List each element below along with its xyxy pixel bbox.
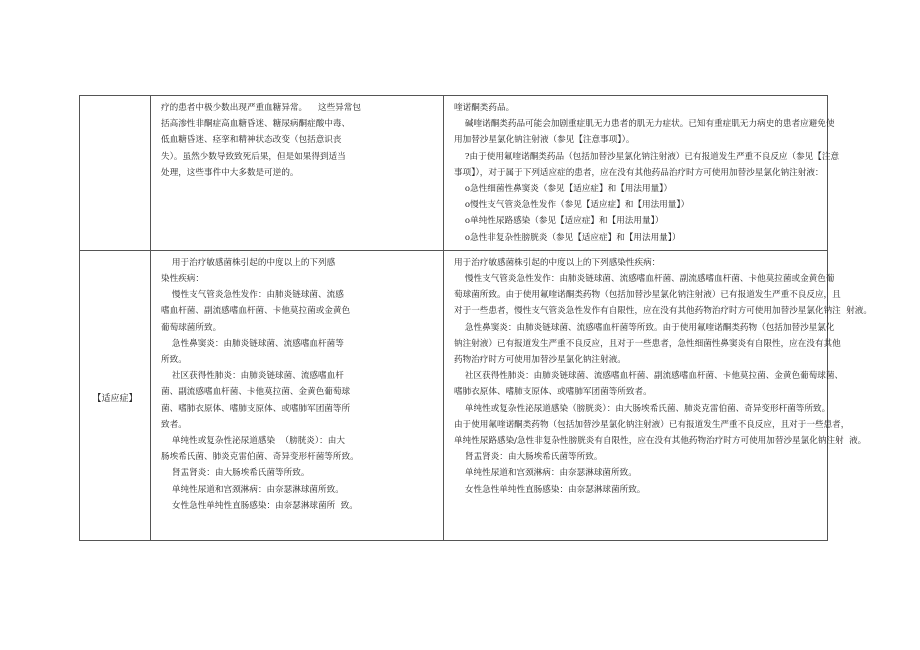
text-line: 萄球菌所致。由于使用氟喹诺酮类药物（包括加替沙星氯化钠注射液）已有报道发生严重不良反应，且 bbox=[454, 290, 841, 301]
text-line: 括高渗性非酮症高血糖昏迷、糖尿病酮症酸中毒、 bbox=[161, 119, 351, 130]
text-line: 用于治疗敏感菌株引起的中度以上的下列感 bbox=[161, 257, 336, 268]
text-line: 菌、嗜肺衣原体、嗜肺支原体、或嗜肺军团菌等所 bbox=[161, 403, 351, 414]
text-line: 染性疾病： bbox=[161, 274, 204, 285]
text-line: 肾盂肾炎：由大肠埃希氏菌等所致。 bbox=[454, 452, 603, 463]
text-line: 社区获得性肺炎：由肺炎链球菌、流感嗜血杆菌、副流感嗜血杆菌、卡他莫拉菌、金黄色葡萄球菌、 bbox=[454, 371, 844, 382]
new-text bbox=[444, 251, 872, 502]
old-text bbox=[151, 251, 443, 518]
text-line: 喹诺酮类药品。 bbox=[454, 103, 515, 113]
text-line: 钠注射液）已有报道发生严重不良反应，且对于一些患者，急性细菌性鼻窦炎有自限性，应在没有其他 bbox=[454, 338, 841, 349]
old-text-cell bbox=[151, 250, 444, 540]
text-line: 急性鼻窦炎：由肺炎链球菌、流感嗜血杆菌等 bbox=[161, 338, 344, 349]
new-text-cell bbox=[444, 250, 872, 540]
text-line: 失）。虽然少数导致致死后果，但是如果得到适当 bbox=[161, 151, 346, 162]
text-line: 单纯性尿路感染/急性非复杂性膀胱炎有自限性，应在没有其他药物治疗时方可使用加替沙星氯化钠注射 液。 bbox=[454, 436, 867, 447]
text-line: 葡萄球菌所致。 bbox=[161, 322, 222, 333]
text-line: o急性细菌性鼻窦炎（参见【适应症】和【用法用量】） bbox=[454, 184, 673, 195]
text-line: 碱喹诺酮类药品可能会加剧重症肌无力患者的肌无力症状。已知有重症肌无力病史的患者应避免使 bbox=[454, 119, 835, 130]
comparison-table bbox=[79, 95, 872, 541]
text-line: 社区获得性肺炎：由肺炎链球菌、流感嗜血杆 bbox=[161, 371, 344, 382]
text-line: 嗜血杆菌、副流感嗜血杆菌、卡他莫拉菌或金黄色 bbox=[161, 306, 351, 317]
text-line: 女性急性单纯性直肠感染：由奈瑟淋球菌所致。 bbox=[454, 484, 646, 495]
table-row bbox=[80, 96, 828, 251]
text-line: 由于使用氟喹诺酮类药物（包括加替沙星氯化钠注射液）已有报道发生严重不良反应，且对于一些患者， bbox=[454, 419, 850, 430]
text-line: 慢性支气管炎急性发作：由肺炎链球菌、流感 bbox=[161, 290, 344, 301]
old-text bbox=[151, 96, 443, 185]
new-text bbox=[444, 96, 840, 250]
text-line: 单纯性尿道和宫颈淋病：由奈瑟淋球菌所致。 bbox=[454, 468, 637, 479]
text-line: 处理，这些事件中大多数是可逆的。 bbox=[161, 167, 299, 178]
text-line: o单纯性尿路感染（参见【适应症】和【用法用量】） bbox=[454, 216, 664, 227]
row-label-cell bbox=[80, 250, 151, 540]
text-line: 对于一些患者，慢性支气管炎急性发作有自限性，应在没有其他药物治疗时方可使用加替沙星氯化钠注 射液。 bbox=[454, 306, 872, 317]
old-text-cell bbox=[151, 96, 444, 251]
table-row bbox=[80, 250, 828, 540]
text-line: 菌、副流感嗜血杆菌、卡他莫拉菌、金黄色葡萄球 bbox=[161, 387, 351, 398]
text-line: 疗的患者中极少数出现严重血糖异常。 这些异常包 bbox=[161, 103, 361, 113]
text-line: 急性鼻窦炎：由肺炎链球菌、流感嗜血杆菌等所致。由于使用氟喹诺酮类药物（包括加替沙星氯化 bbox=[454, 322, 835, 333]
text-line: 用于治疗敏感菌株引起的中度以上的下列感染性疾病： bbox=[454, 257, 661, 268]
text-line: 用加替沙星氯化钠注射液（参见【注意事项】）。 bbox=[454, 135, 635, 146]
text-line: 慢性支气管炎急性发作：由肺炎链球菌、流感嗜血杆菌、副流感嗜血杆菌、卡他莫拉菌或金黄色葡 bbox=[454, 274, 835, 285]
text-line: 女性急性单纯性直肠感染：由奈瑟淋球菌所 致。 bbox=[161, 500, 358, 511]
text-line: o急性非复杂性膀胱炎（参见【适应症】和【用法用量】） bbox=[454, 232, 681, 243]
text-line: o慢性支气管炎急性发作（参见【适应症】和【用法用量】） bbox=[454, 200, 690, 211]
text-line: 致者。 bbox=[161, 419, 187, 430]
text-line: 单纯性或复杂性泌尿道感染 （膀胱炎）：由大 bbox=[161, 436, 345, 447]
row-label: 【适应症】 bbox=[92, 393, 138, 404]
text-line: 单纯性尿道和宫颈淋病：由奈瑟淋球菌所致。 bbox=[161, 484, 344, 495]
text-line: 肠埃希氏菌、肺炎克雷伯菌、奇异变形杆菌等所致。 bbox=[161, 452, 359, 463]
row-label-cell bbox=[80, 96, 151, 251]
new-text-cell bbox=[444, 96, 840, 251]
text-line: 低血糖昏迷、痉挛和精神状态改变（包括意识丧 bbox=[161, 135, 342, 146]
text-line: 嗜肺衣原体、嗜肺支原体、或嗜肺军团菌等所致者。 bbox=[454, 387, 652, 398]
text-line: 单纯性或复杂性泌尿道感染（膀胱炎）：由大肠埃希氏菌、肺炎克雷伯菌、奇异变形杆菌等所致。 bbox=[454, 403, 831, 414]
text-line: 药物治疗时方可使用加替沙星氯化钠注射液。 bbox=[454, 355, 626, 366]
text-line: 所致。 bbox=[161, 355, 187, 366]
text-line: 事项】），对于属于下列适应症的患者，应在没有其他药品治疗时方可使用加替沙星氯化钠注射液： bbox=[454, 167, 824, 178]
text-line: ?由于使用氟喹诺酮类药品（包括加替沙星氯化钠注射液）已有报道发生严重不良反应（参见【注意 bbox=[454, 151, 840, 162]
text-line: 肾盂肾炎：由大肠埃希氏菌等所致。 bbox=[161, 468, 310, 479]
